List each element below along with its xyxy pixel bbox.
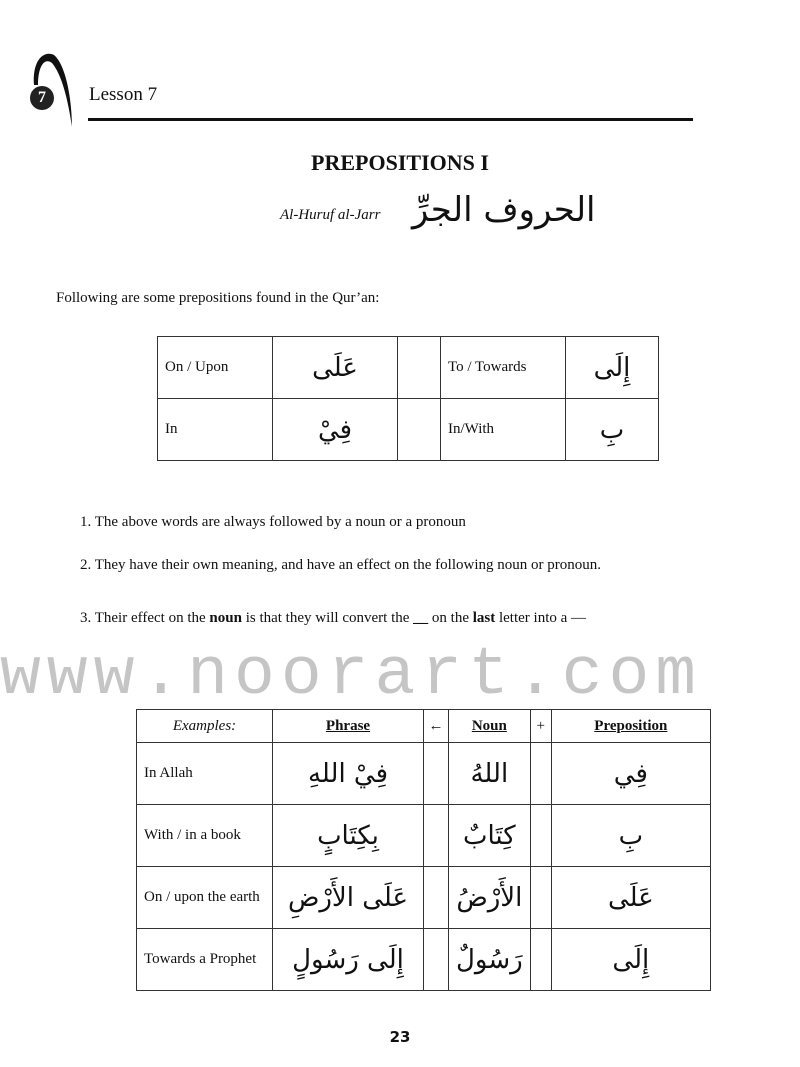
- arabic-cell: عَلَى: [273, 337, 398, 399]
- table-row: [137, 743, 711, 805]
- lesson-number-badge: 7: [30, 86, 54, 110]
- noun-cell: رَسُولٌ: [449, 929, 531, 991]
- arabic-cell: فِيْ: [273, 399, 398, 461]
- note-text: on the: [428, 610, 473, 626]
- table-row: [158, 399, 659, 461]
- blank-cell: [424, 929, 449, 991]
- blank-cell: [424, 743, 449, 805]
- preposition-cell: إِلَى: [551, 929, 710, 991]
- blank-cell: [530, 743, 551, 805]
- phrase-cell: عَلَى الأَرْضِ: [273, 867, 424, 929]
- damma-mark: __: [413, 610, 429, 626]
- blank-cell: [424, 805, 449, 867]
- lesson-swoosh-icon: [24, 45, 79, 130]
- examples-table: [136, 709, 711, 991]
- preposition-cell: بِ: [551, 805, 710, 867]
- lesson-label: Lesson 7: [89, 84, 158, 105]
- header-noun: Noun: [449, 710, 531, 743]
- prepositions-table: [157, 336, 659, 461]
- header-rule: [88, 118, 693, 121]
- english-cell: With / in a book: [137, 805, 273, 867]
- english-cell: On / upon the earth: [137, 867, 273, 929]
- table-row: [158, 337, 659, 399]
- note-3: [80, 610, 586, 627]
- english-cell: In Allah: [137, 743, 273, 805]
- arabic-title: الحروف الجرِّ: [412, 190, 596, 230]
- kasra-mark: —: [571, 610, 587, 626]
- table-row: [137, 867, 711, 929]
- page-number: 23: [389, 1028, 411, 1046]
- english-cell: To / Towards: [441, 337, 566, 399]
- phrase-cell: فِيْ اللهِ: [273, 743, 424, 805]
- blank-cell: [424, 867, 449, 929]
- english-cell: In/With: [441, 399, 566, 461]
- header-examples: Examples:: [137, 710, 273, 743]
- noun-cell: كِتَابٌ: [449, 805, 531, 867]
- plus-icon: +: [530, 710, 551, 743]
- phrase-cell: بِكِتَابٍ: [273, 805, 424, 867]
- blank-cell: [398, 399, 441, 461]
- blank-cell: [530, 805, 551, 867]
- table-row: [137, 805, 711, 867]
- preposition-cell: عَلَى: [551, 867, 710, 929]
- note-text: letter into a: [495, 610, 572, 626]
- note-text: is that they will convert the: [241, 610, 414, 626]
- blank-cell: [398, 337, 441, 399]
- header-phrase: Phrase: [273, 710, 424, 743]
- english-cell: In: [158, 399, 273, 461]
- page-title: PREPOSITIONS I: [311, 150, 489, 175]
- note-text: 3. Their effect on the: [80, 610, 210, 626]
- noun-cell: الأَرْضُ: [449, 867, 531, 929]
- header-preposition: Preposition: [551, 710, 710, 743]
- blank-cell: [530, 929, 551, 991]
- blank-cell: [530, 867, 551, 929]
- note-bold: last: [472, 610, 496, 626]
- arrow-left-icon: ←: [424, 710, 449, 743]
- header-row: [137, 710, 711, 743]
- subtitle: Al-Huruf al-Jarr: [280, 207, 381, 223]
- note-1: 1. The above words are always followed by a noun or a pronoun: [80, 514, 466, 530]
- note-2: 2. They have their own meaning, and have an effect on the following noun or pronoun.: [80, 557, 601, 573]
- table-row: [137, 929, 711, 991]
- arabic-cell: بِ: [566, 399, 659, 461]
- english-cell: On / Upon: [158, 337, 273, 399]
- noun-cell: اللهُ: [449, 743, 531, 805]
- preposition-cell: فِي: [551, 743, 710, 805]
- intro-text: Following are some prepositions found in the Qur’an:: [56, 290, 380, 306]
- note-bold: noun: [209, 610, 242, 626]
- english-cell: Towards a Prophet: [137, 929, 273, 991]
- watermark: www.noorart.com: [0, 637, 703, 714]
- arabic-cell: إِلَى: [566, 337, 659, 399]
- phrase-cell: إِلَى رَسُولٍ: [273, 929, 424, 991]
